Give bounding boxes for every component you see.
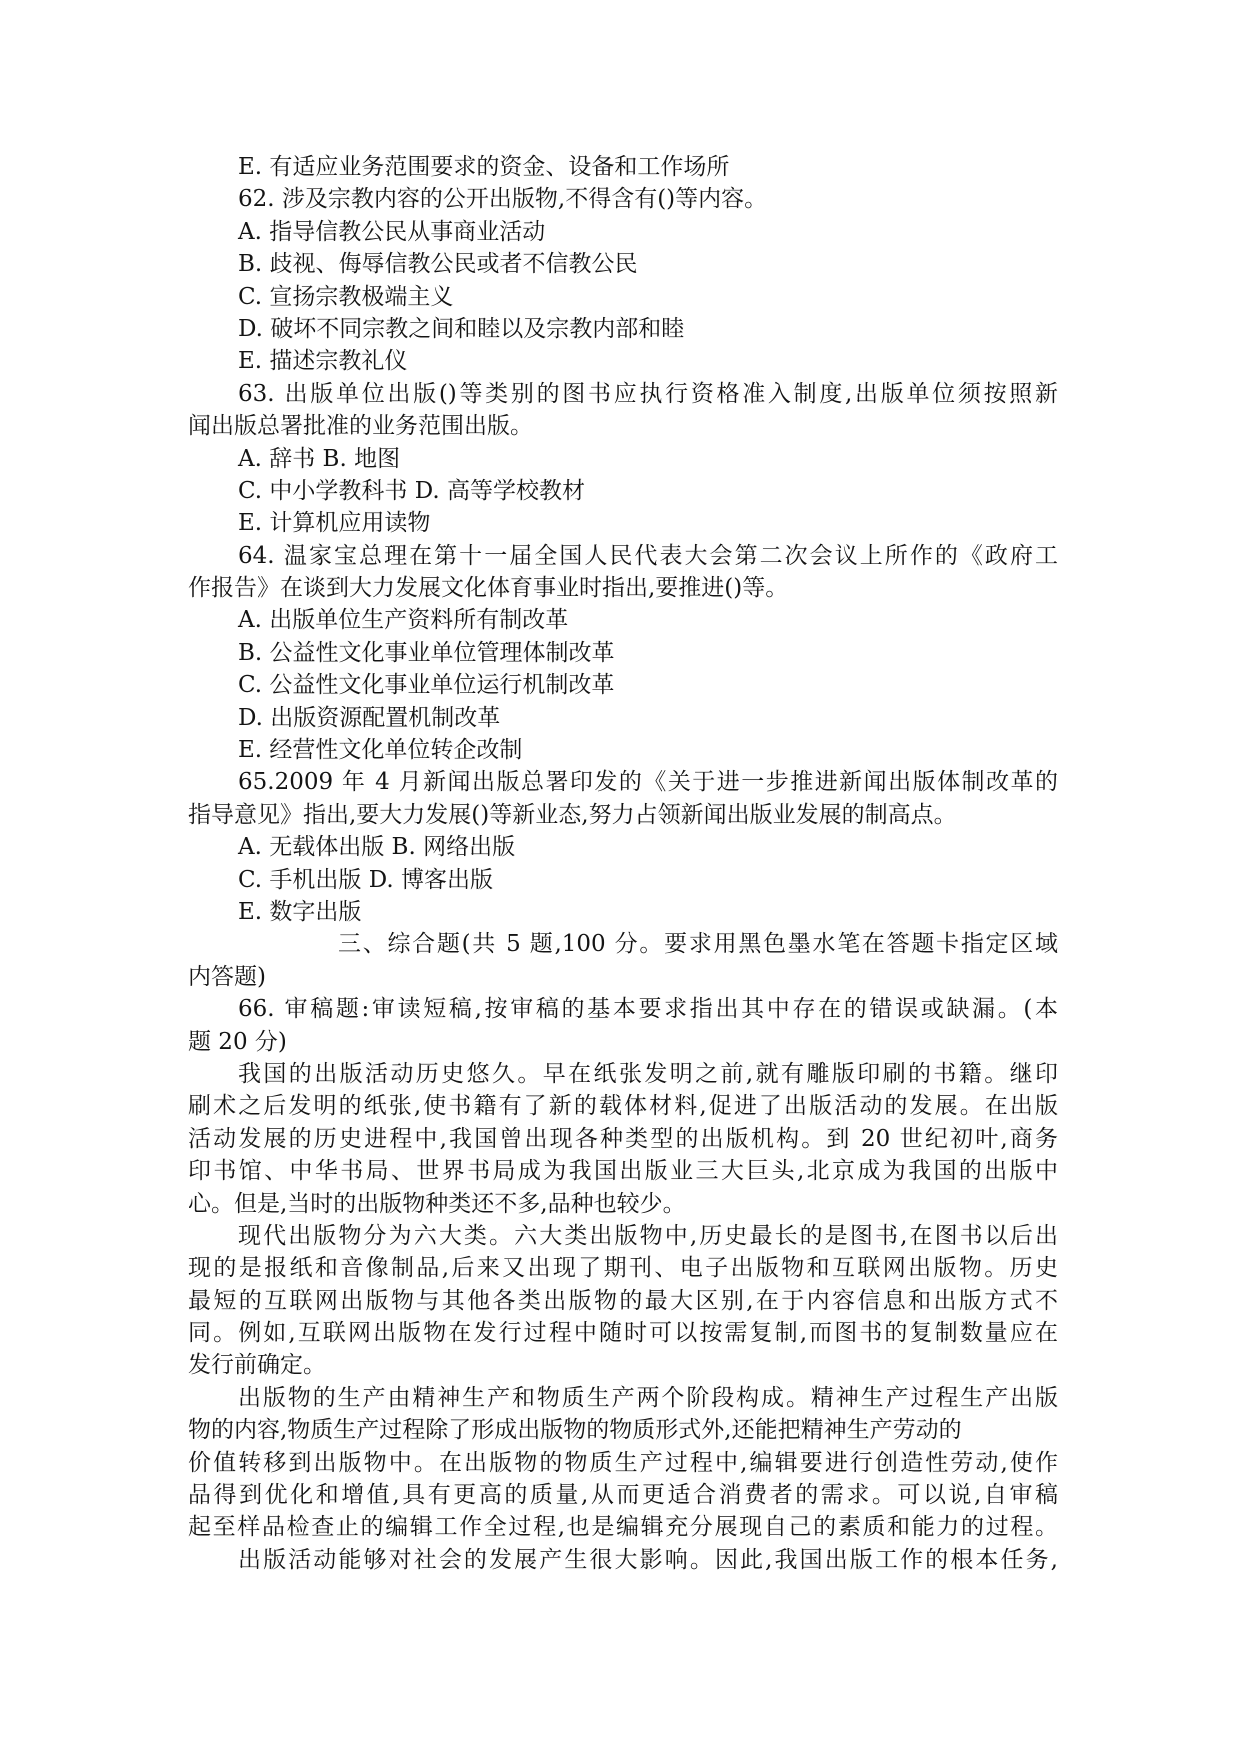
text-line: 题 20 分) [188,1028,287,1055]
text-line: 刷术之后发明的纸张,使书籍有了新的载体材料,促进了出版活动的发展。在出版 [188,1093,1058,1120]
text-line: 65.2009 年 4 月新闻出版总署印发的《关于进一步推进新闻出版体制改革的 [238,769,1058,796]
text-line: 三、综合题(共 5 题,100 分。要求用黑色墨水笔在答题卡指定区域 [338,931,1058,958]
text-line: D. 破坏不同宗教之间和睦以及宗教内部和睦 [238,315,685,342]
text-line: 指导意见》指出,要大力发展()等新业态,努力占领新闻出版业发展的制高点。 [188,801,957,828]
text-line: C. 手机出版 D. 博客出版 [238,866,493,893]
text-line: 现的是报纸和音像制品,后来又出现了期刊、电子出版物和互联网出版物。历史 [188,1255,1058,1282]
text-line: B. 歧视、侮辱信教公民或者不信教公民 [238,251,638,278]
text-line: C. 中小学教科书 D. 高等学校教材 [238,477,585,504]
text-line: 63. 出版单位出版()等类别的图书应执行资格准入制度,出版单位须按照新 [238,380,1058,407]
text-line: 内答题) [188,963,266,990]
text-line: 出版活动能够对社会的发展产生很大影响。因此,我国出版工作的根本任务, [238,1546,1058,1573]
text-line: 现代出版物分为六大类。六大类出版物中,历史最长的是图书,在图书以后出 [238,1222,1058,1249]
text-line: D. 出版资源配置机制改革 [238,704,501,731]
text-line: A. 出版单位生产资料所有制改革 [238,607,569,634]
text-line: A. 指导信教公民从事商业活动 [238,218,546,245]
text-line: 心。但是,当时的出版物种类还不多,品种也较少。 [188,1190,686,1217]
text-line: 印书馆、中华书局、世界书局成为我国出版业三大巨头,北京成为我国的出版中 [188,1158,1058,1185]
text-line: C. 公益性文化事业单位运行机制改革 [238,672,615,699]
text-line: 品得到优化和增值,具有更高的质量,从而更适合消费者的需求。可以说,自审稿 [188,1482,1058,1509]
text-line: E. 计算机应用读物 [238,510,431,537]
text-line: E. 数字出版 [238,898,362,925]
text-line: A. 无载体出版 B. 网络出版 [238,834,516,861]
text-line: 物的内容,物质生产过程除了形成出版物的物质形式外,还能把精神生产劳动的 [188,1417,962,1444]
text-line: 出版物的生产由精神生产和物质生产两个阶段构成。精神生产过程生产出版 [238,1384,1058,1411]
text-line: 价值转移到出版物中。在出版物的物质生产过程中,编辑要进行创造性劳动,使作 [188,1449,1058,1476]
text-line: 我国的出版活动历史悠久。早在纸张发明之前,就有雕版印刷的书籍。继印 [238,1060,1058,1087]
document-body [188,151,1058,1576]
text-line: 作报告》在谈到大力发展文化体育事业时指出,要推进()等。 [188,575,789,602]
text-line: 62. 涉及宗教内容的公开出版物,不得含有()等内容。 [238,186,768,213]
text-line: 活动发展的历史进程中,我国曾出现各种类型的出版机构。到 20 世纪初叶,商务 [188,1125,1058,1152]
text-line: 最短的互联网出版物与其他各类出版物的最大区别,在于内容信息和出版方式不 [188,1287,1058,1314]
text-line: C. 宣扬宗教极端主义 [238,283,454,310]
text-line: E. 经营性文化单位转企改制 [238,737,523,764]
text-line: 64. 温家宝总理在第十一届全国人民代表大会第二次会议上所作的《政府工 [238,542,1058,569]
text-line: 66. 审稿题:审读短稿,按审稿的基本要求指出其中存在的错误或缺漏。(本 [238,996,1058,1023]
text-line: B. 公益性文化事业单位管理体制改革 [238,639,615,666]
text-line: E. 有适应业务范围要求的资金、设备和工作场所 [238,154,730,180]
text-line: 发行前确定。 [188,1352,326,1379]
text-line: 起至样品检查止的编辑工作全过程,也是编辑充分展现自己的素质和能力的过程。 [188,1514,1058,1541]
text-line: 同。例如,互联网出版物在发行过程中随时可以按需复制,而图书的复制数量应在 [188,1320,1058,1347]
text-line: E. 描述宗教礼仪 [238,348,408,375]
text-line: 闻出版总署批准的业务范围出版。 [188,413,533,440]
text-line: A. 辞书 B. 地图 [238,445,401,472]
